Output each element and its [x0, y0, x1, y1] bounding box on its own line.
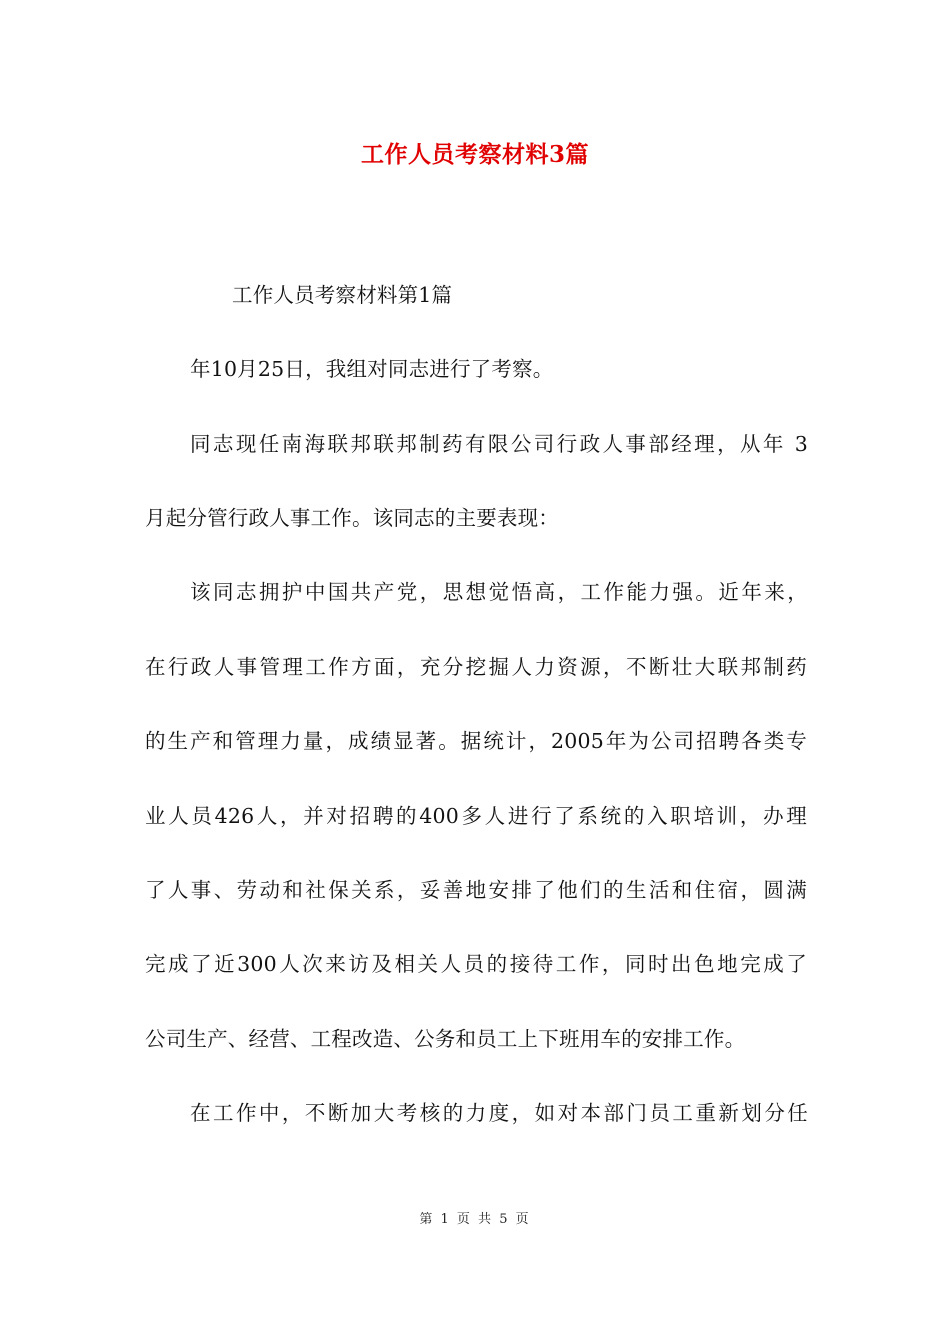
page-number-footer: 第 1 页 共 5 页	[419, 1212, 531, 1227]
paragraph-line: 月起分管行政人事工作。该同志的主要表现：	[145, 506, 559, 530]
paragraph-line: 业人员426人，并对招聘的400多人进行了系统的入职培训，办理	[145, 804, 807, 828]
paragraph-line: 的生产和管理力量，成绩显著。据统计，2005年为公司招聘各类专	[145, 729, 807, 753]
paragraph-line: 完成了近300人次来访及相关人员的接待工作，同时出色地完成了	[145, 952, 807, 976]
paragraph-line: 在行政人事管理工作方面，充分挖掘人力资源，不断壮大联邦制药	[145, 655, 807, 679]
document-title: 工作人员考察材料3篇	[360, 141, 589, 168]
paragraph-line: 在工作中，不断加大考核的力度，如对本部门员工重新划分任	[190, 1101, 808, 1125]
paragraph-line: 该同志拥护中国共产党，思想觉悟高，工作能力强。近年来，	[190, 580, 808, 604]
paragraph-line: 年10月25日，我组对同志进行了考察。	[190, 357, 554, 381]
section-heading: 工作人员考察材料第1篇	[232, 283, 453, 307]
paragraph-line: 公司生产、经营、工程改造、公务和员工上下班用车的安排工作。	[145, 1027, 746, 1051]
paragraph-line: 了人事、劳动和社保关系，妥善地安排了他们的生活和住宿，圆满	[145, 878, 807, 902]
paragraph-line: 同志现任南海联邦联邦制药有限公司行政人事部经理，从年 3	[190, 432, 808, 456]
